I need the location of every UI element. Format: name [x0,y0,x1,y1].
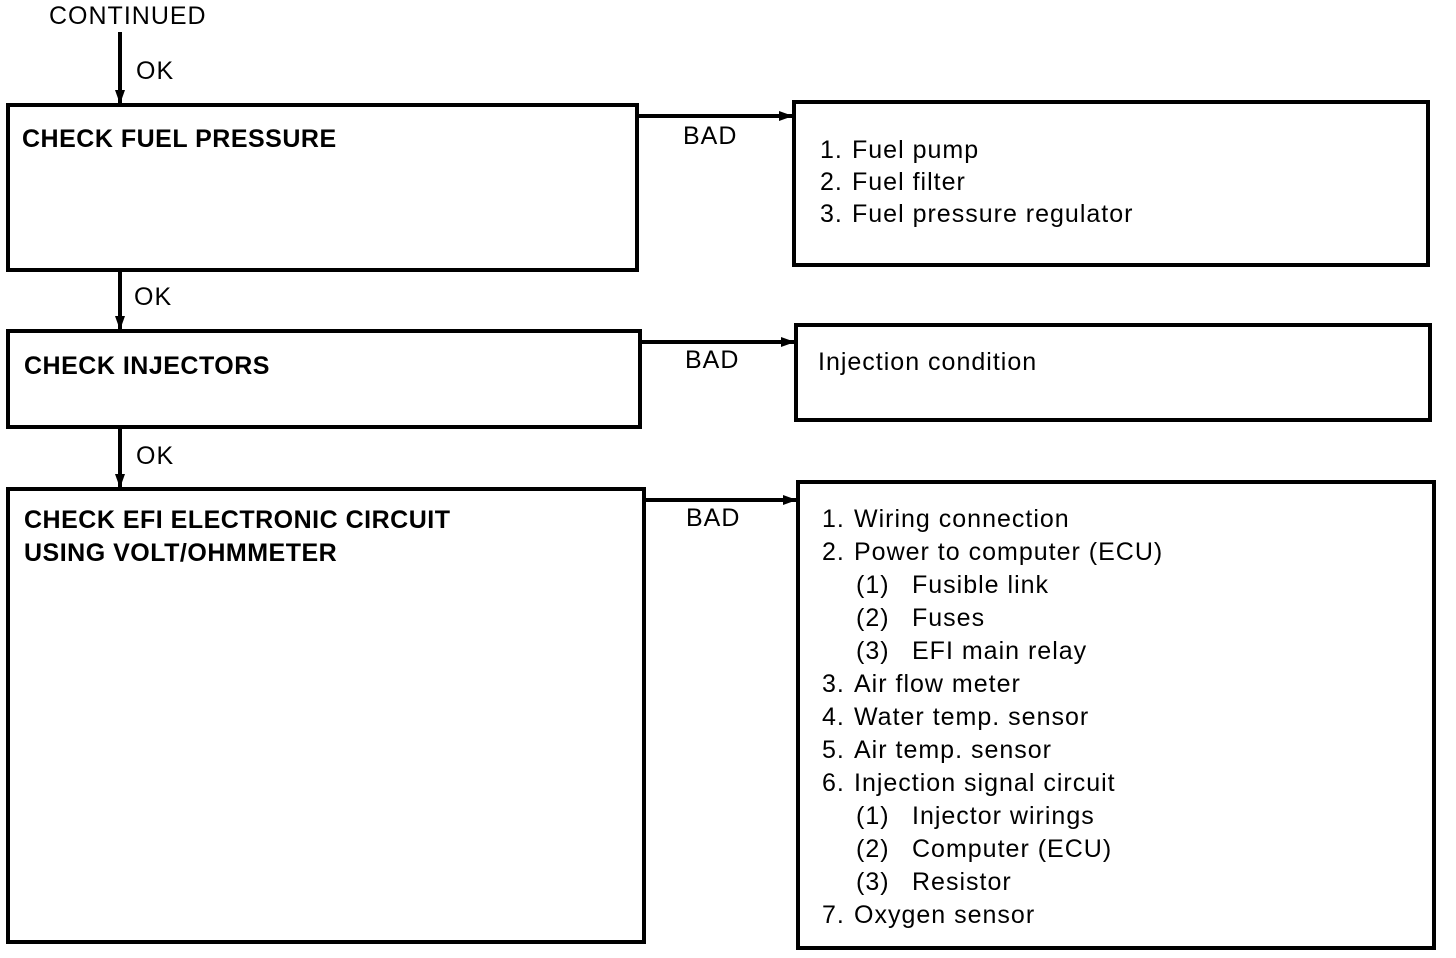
list-item: 6. Injection signal circuit [822,769,1116,797]
list-item: 3. Air flow meter [822,670,1021,698]
step-check-efi-circuit [6,487,646,944]
ok-label-1: OK [136,57,175,85]
causes-fuel-pressure [792,100,1430,267]
list-item: 1. Wiring connection [822,505,1070,533]
step-title: CHECK INJECTORS [24,352,270,380]
causes-efi-circuit [796,480,1436,950]
list-item: 1. Fuel pump [820,136,980,164]
step-title: CHECK FUEL PRESSURE [22,125,337,153]
bad-label-1: BAD [683,122,738,150]
step-title-line-2: USING VOLT/OHMMETER [24,539,338,567]
list-item: 4. Water temp. sensor [822,703,1090,731]
list-item: 7. Oxygen sensor [822,901,1036,929]
list-subitem: (1) Injector wirings [856,802,1095,830]
list-item: 2. Power to computer (ECU) [822,538,1164,566]
bad-label-2: BAD [685,346,740,374]
list-subitem: (2) Computer (ECU) [856,835,1113,863]
list-item: 2. Fuel filter [820,168,966,196]
step-check-injectors [6,329,642,429]
causes-injectors [794,323,1432,422]
cause-list [822,503,1163,932]
step-title-line-1: CHECK EFI ELECTRONIC CIRCUIT [24,506,451,534]
ok-label-3: OK [136,442,175,470]
continued-label: CONTINUED [49,2,207,30]
list-subitem: (3) Resistor [856,868,1012,896]
bad-label-3: BAD [686,504,741,532]
list-subitem: (2) Fuses [856,604,986,632]
cause-list [820,134,1133,230]
list-subitem: (3) EFI main relay [856,637,1088,665]
list-subitem: (1) Fusible link [856,571,1050,599]
ok-label-2: OK [134,283,173,311]
cause-text: Injection condition [818,348,1038,376]
list-item: 5. Air temp. sensor [822,736,1053,764]
list-item: 3. Fuel pressure regulator [820,200,1134,228]
step-check-fuel-pressure [6,103,639,272]
